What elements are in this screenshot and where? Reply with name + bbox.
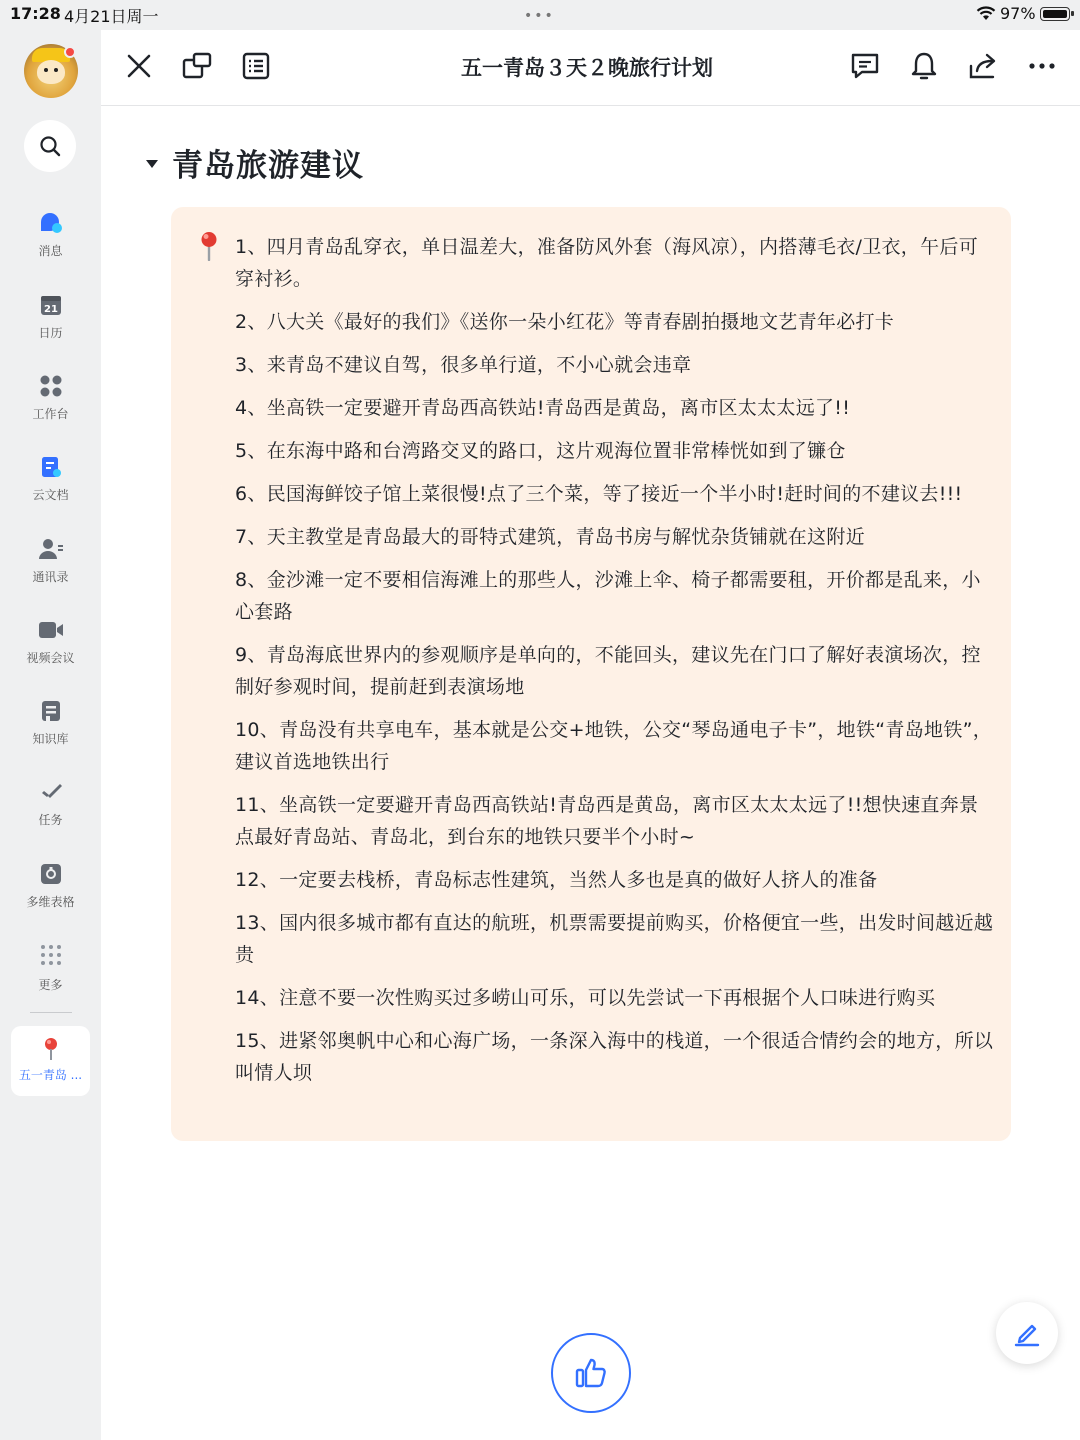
wifi-icon [976, 5, 996, 21]
list-item: 3、来青岛不建议自驾，很多单行道，不小心就会违章 [235, 354, 692, 376]
sidebar-item-label: 更多 [38, 978, 63, 992]
document-header [101, 30, 1080, 106]
table-icon [39, 862, 63, 886]
video-icon [38, 619, 64, 641]
sidebar-item-bitable[interactable] [0, 855, 101, 925]
sidebar-item-video[interactable] [0, 611, 101, 681]
close-button[interactable] [121, 48, 157, 84]
battery-icon [1040, 7, 1070, 21]
list-item: 11、坐高铁一定要避开青岛西高铁站!青岛西是黄岛，离市区太太太远了!!想快速直奔景点最好青岛站、青岛北，到台东的地铁只要半个小时~ [235, 794, 979, 848]
sidebar-item-workplace[interactable] [0, 367, 101, 437]
pencil-icon [1012, 1318, 1042, 1348]
sidebar-item-docs[interactable] [0, 448, 101, 518]
sidebar-item-label: 任务 [38, 813, 63, 827]
list-item: 13、国内很多城市都有直达的航班，机票需要提前购买，价格便宜一些，出发时间越近越贵 [235, 912, 994, 966]
status-date: 4月21日周一 [64, 7, 159, 26]
sidebar-item-label: 知识库 [32, 732, 69, 746]
more-horizontal-icon [1028, 62, 1056, 70]
list-item: 12、一定要去栈桥，青岛标志性建筑，当然人多也是真的做好人挤人的准备 [235, 869, 878, 891]
more-grid-icon [39, 943, 63, 967]
svg-text:21: 21 [43, 304, 58, 315]
sidebar-item-wiki[interactable] [0, 692, 101, 762]
sidebar-item-more[interactable] [0, 936, 101, 1006]
collapse-caret-icon[interactable] [146, 160, 158, 168]
section-heading[interactable] [146, 140, 364, 185]
list-item: 9、青岛海底世界内的参观顺序是单向的，不能回头，建议先在门口了解好表演场次，控制好参观时间，提前赶到表演场地 [235, 644, 981, 698]
sidebar-item-label: 日历 [38, 326, 63, 340]
list-item: 2、八大关《最好的我们》《送你一朵小红花》等青春剧拍摄地文艺青年必打卡 [235, 311, 895, 333]
sidebar [0, 0, 101, 1440]
search-icon [38, 134, 62, 158]
sidebar-item-tasks[interactable] [0, 773, 101, 843]
floating-window-icon [182, 52, 212, 80]
close-icon [126, 53, 152, 79]
list-item: 8、金沙滩一定不要相信海滩上的那些人，沙滩上伞、椅子都需要租，开价都是乱来，小心套路 [235, 569, 981, 623]
floating-window-button[interactable] [179, 48, 215, 84]
list-item: 10、青岛没有共享电车，基本就是公交+地铁，公交“琴岛通电子卡”，地铁“青岛地铁”，建议首选地铁出行 [235, 719, 993, 773]
thumbs-up-icon [574, 1356, 608, 1390]
share-button[interactable] [965, 48, 1001, 84]
battery-percent: 97% [1000, 4, 1036, 23]
share-icon [968, 52, 998, 80]
pushpin-icon [43, 1037, 59, 1061]
outline-list-icon [242, 52, 270, 80]
list-item: 15、进紧邻奥帆中心和心海广场，一条深入海中的栈道，一个很适合情约会的地方，所以叫情人坝 [235, 1030, 994, 1084]
section-heading-text: 青岛旅游建议 [172, 148, 364, 184]
sidebar-item-label: 工作台 [32, 407, 69, 421]
sidebar-item-contacts[interactable] [0, 530, 101, 600]
sidebar-item-label: 云文档 [32, 488, 69, 502]
sidebar-open-document-label: 五一青岛 ... [18, 1068, 83, 1082]
like-button[interactable] [551, 1333, 631, 1413]
pushpin-icon [197, 231, 221, 261]
comments-button[interactable] [847, 48, 883, 84]
sidebar-open-document[interactable] [11, 1026, 90, 1096]
sidebar-item-label: 消息 [38, 244, 63, 258]
chat-bubble-icon [38, 210, 64, 236]
list-item: 7、天主教堂是青岛最大的哥特式建筑，青岛书房与解忧杂货铺就在这附近 [235, 526, 865, 548]
check-icon [39, 780, 63, 804]
sidebar-item-label: 通讯录 [32, 570, 69, 584]
sidebar-item-calendar[interactable] [0, 286, 101, 356]
bell-icon [910, 51, 938, 81]
sidebar-item-messages[interactable] [0, 204, 101, 274]
more-options-button[interactable] [1024, 48, 1060, 84]
search-button[interactable] [24, 120, 76, 172]
list-item: 4、坐高铁一定要避开青岛西高铁站!青岛西是黄岛，离市区太太太远了!! [235, 397, 851, 419]
status-time: 17:28 [10, 4, 61, 23]
multitask-dots[interactable]: ••• [524, 8, 555, 24]
list-item: 6、民国海鲜饺子馆上菜很慢!点了三个菜，等了接近一个半小时!赶时间的不建议去!!! [235, 483, 963, 505]
calendar-icon [39, 293, 63, 317]
sidebar-item-label: 多维表格 [26, 895, 75, 909]
knowledge-icon [39, 699, 63, 723]
sidebar-item-label: 视频会议 [26, 651, 75, 665]
list-item: 5、在东海中路和台湾路交叉的路口，这片观海位置非常棒恍如到了镰仓 [235, 440, 846, 462]
list-item: 14、注意不要一次性购买过多崂山可乐，可以先尝试一下再根据个人口味进行购买 [235, 987, 936, 1009]
status-bar [0, 0, 1080, 30]
grid-icon [39, 374, 63, 398]
comment-icon [850, 52, 880, 80]
tips-list [235, 231, 995, 1100]
edit-button[interactable] [996, 1302, 1058, 1364]
notification-dot [64, 46, 76, 58]
notifications-button[interactable] [906, 48, 942, 84]
outline-button[interactable] [238, 48, 274, 84]
document-icon [39, 455, 63, 479]
contacts-icon [38, 537, 64, 561]
callout-block [171, 207, 1011, 1141]
list-item: 1、四月青岛乱穿衣，单日温差大，准备防风外套（海风凉），内搭薄毛衣/卫衣，午后可穿衬衫。 [235, 236, 978, 290]
sidebar-divider [30, 1012, 72, 1013]
page-title: 五一青岛３天２晚旅行计划 [461, 56, 713, 80]
